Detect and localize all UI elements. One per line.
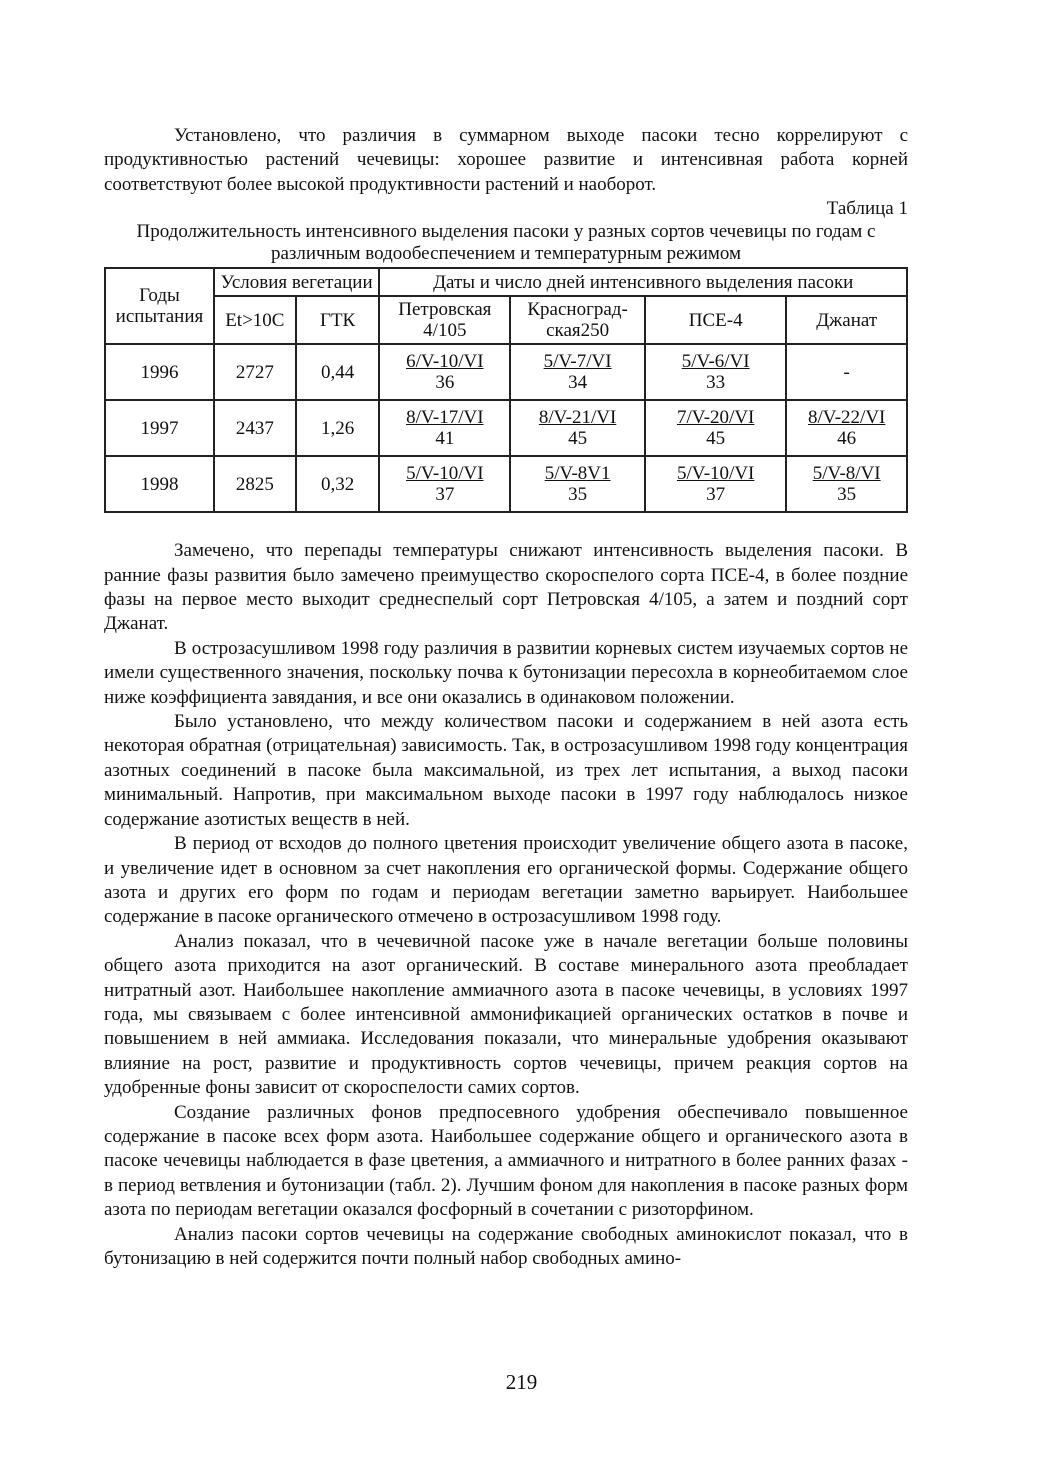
header-et: Et>10C [214,296,296,344]
header-dates: Даты и число дней интенсивного выделения пасоки [379,268,907,296]
body-paragraph: Замечено, что перепады температуры снижают интенсивность выделения пасоки. В ранние фазы развития было замечено преимущество скороспелого сорта ПСЕ-4, в более поздние фазы на первое место выходит среднеспелый сорт Петровская 4/105, а затем и поздний сорт Джанат. [104,540,908,635]
cell-days: 41 [435,428,455,450]
intro-paragraph: Установлено, что различия в суммарном выходе пасоки тесно коррелируют с продуктивностью растений чечевицы: хорошее развитие и интенсивная работа корней соответствуют более высокой продуктивности растений и наоборот. [104,125,908,195]
cell-days: 37 [435,484,455,506]
body-paragraph: Создание различных фонов предпосевного удобрения обеспечивало повышенное содержание в пасоке всех форм азота. Наибольшее содержание общего и органического азота в пасоке чечевицы наблюдается в фазе цветения, а аммиачного и нитратного в более ранних фазах - в период ветвления и бутонизации (табл. 2). Лучшим фоном для накопления в пасоке разных форм азота по периодам вегетации оказался фосфорный в сочетании с ризоторфином. [104,1101,908,1221]
body-paragraph: Анализ пасоки сортов чечевицы на содержание свободных аминокислот показал, что в бутонизацию в ней содержится почти полный набор свободных амино- [104,1223,908,1269]
table-row [105,456,907,512]
cell-year: 1997 [105,400,214,456]
cell-gtk: 0,32 [296,456,380,512]
cell-dash: - [843,361,850,383]
cell-date: 5/V-7/VI [543,351,612,373]
cell-days: 46 [837,428,857,450]
cell-date: 8/V-22/VI [807,407,886,429]
cell-gtk: 1,26 [296,400,380,456]
cell-days: 45 [568,428,588,450]
cell-dzhanat [786,456,907,512]
cell-petrovskaya [379,344,510,400]
header-conditions: Условия вегетации [214,268,380,296]
cell-date: 6/V-10/VI [406,351,484,373]
table-label: Таблица 1 [826,198,908,220]
cell-days: 33 [706,372,726,394]
data-table [104,267,908,513]
cell-krasnograd [510,344,645,400]
cell-date: 7/V-20/VI [676,407,755,429]
cell-days: 35 [568,484,588,506]
cell-days: 36 [435,372,455,394]
cell-petrovskaya [379,400,510,456]
cell-pse [645,456,786,512]
body-paragraph: Анализ показал, что в чечевичной пасоке уже в начале вегетации больше половины общего азота приходится на азот органический. В составе минерального азота преобладает нитратный азот. Наибольшее накопление аммиачного азота в пасоке чечевицы, в условиях 1997 года, мы связываем с более интенсивной аммонификацией органических остатков в почве и повышением в ней аммиака. Исследования показали, что минеральные удобрения оказывают влияние на рост, развитие и продуктивность сортов чечевицы, причем реакция сортов на удобренные фоны зависит от скороспелости самих сортов. [104,930,908,1099]
cell-krasnograd [510,456,645,512]
cell-date: 8/V-17/VI [406,407,484,429]
cell-days: 34 [568,372,588,394]
header-petrovskaya: Петровская 4/105 [379,296,510,344]
cell-year: 1996 [105,344,214,400]
cell-pse [645,344,786,400]
cell-date: 5/V-8/VI [812,463,881,485]
page-number: 219 [505,1370,538,1394]
body-paragraph: В острозасушливом 1998 году различия в развитии корневых систем изучаемых сортов не имели существенного значения, поскольку почва к бутонизации пересохла в корнеобитаемом слое ниже коэффициента завядания, и все они оказались в одинаковом положении. [104,637,908,708]
table-header-row [105,268,907,296]
cell-et: 2727 [214,344,296,400]
cell-days: 37 [706,484,726,506]
cell-gtk: 0,44 [296,344,380,400]
table-row [105,400,907,456]
cell-pse [645,400,786,456]
table-subheader-row [105,296,907,344]
cell-days: 45 [706,428,726,450]
cell-krasnograd [510,400,645,456]
cell-date: 5/V-10/VI [676,463,755,485]
cell-dzhanat [786,400,907,456]
header-years: Годы испытания [105,268,214,344]
header-krasnograd: Красноград-ская250 [510,296,645,344]
cell-days: 35 [837,484,857,506]
cell-date: 8/V-21/VI [538,407,617,429]
cell-dzhanat [786,344,907,400]
cell-et: 2437 [214,400,296,456]
header-pse: ПСЕ-4 [645,296,786,344]
cell-date: 5/V-8V1 [544,463,611,485]
body-paragraph: Было установлено, что между количеством пасоки и содержанием в ней азота есть некоторая обратная (отрицательная) зависимость. Так, в острозасушливом 1998 году концентрация азотных соединений в пасоке была максимальной, из трех лет испытания, а выход пасоки минимальный. Напротив, при максимальном выходе пасоки в 1997 году наблюдалось низкое содержание азотистых веществ в ней. [104,711,908,830]
table-row [105,344,907,400]
body-paragraph: В период от всходов до полного цветения происходит увеличение общего азота в пасоке, и увеличение идет в основном за счет накопления его органической формы. Содержание общего азота и других его форм по годам и периодам вегетации заметно варьирует. Наибольшее содержание в пасоке органического отмечено в острозасушливом 1998 году. [104,833,908,928]
table-caption: Продолжительность интенсивного выделения пасоки у разных сортов чечевицы по годам с различным водообеспечением и температурным режимом [136,221,876,265]
header-gtk: ГТК [296,296,380,344]
cell-date: 5/V-6/VI [681,351,750,373]
cell-petrovskaya [379,456,510,512]
cell-et: 2825 [214,456,296,512]
header-dzhanat: Джанат [786,296,907,344]
page-body [104,124,908,1271]
cell-date: 5/V-10/VI [406,463,484,485]
cell-year: 1998 [105,456,214,512]
